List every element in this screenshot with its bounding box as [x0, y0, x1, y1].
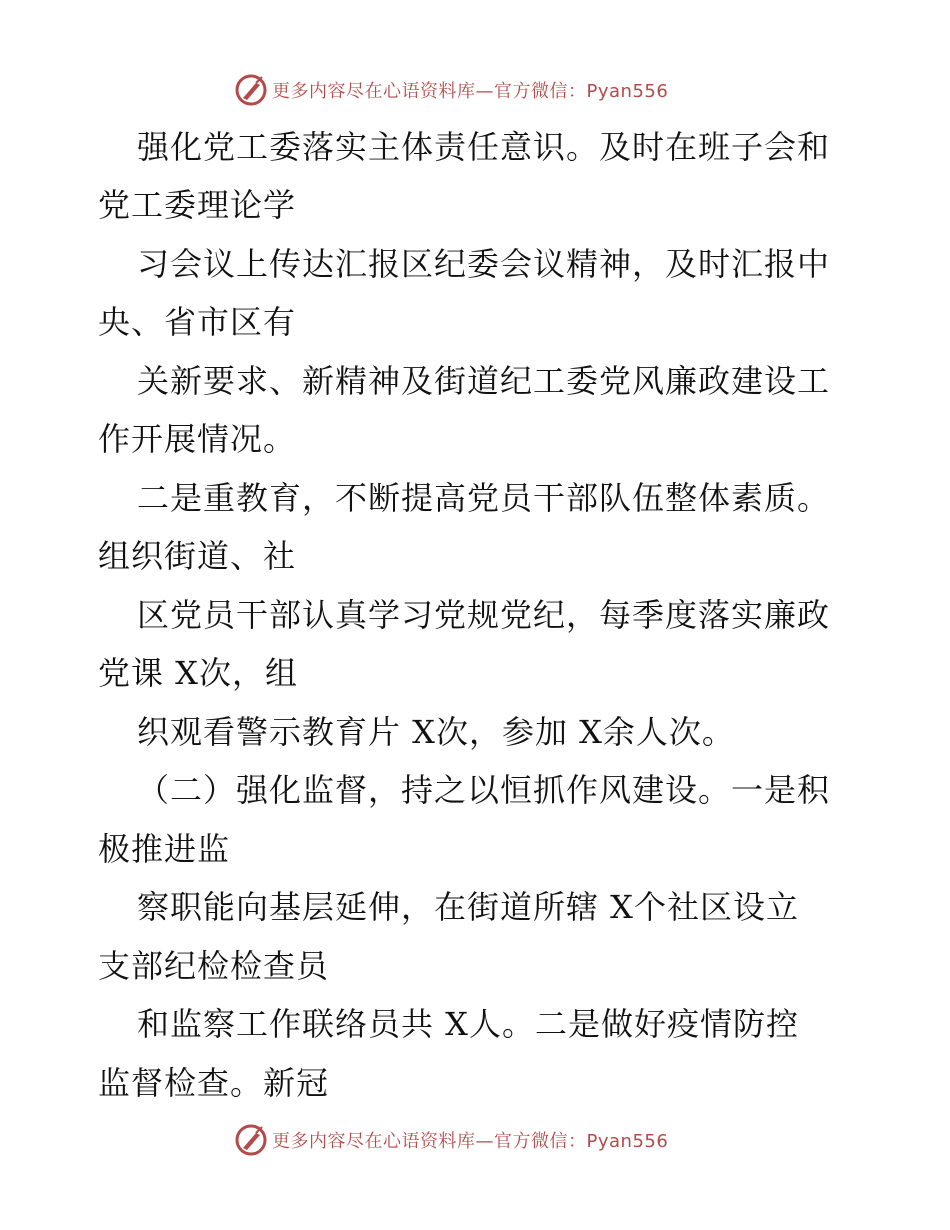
body-line: 习会议上传达汇报区纪委会议精神，及时汇报中: [137, 245, 831, 283]
body-line: （二）强化监督，持之以恒抓作风建设。一是积: [137, 771, 831, 809]
body-line: 关新要求、新精神及街道纪工委党风廉政建设工: [137, 362, 831, 400]
body-line: 和监察工作联络员共 X人。二是做好疫情防控: [137, 1005, 799, 1043]
body-line: 监督检查。新冠: [98, 1064, 330, 1102]
body-line: 作开展情况。: [98, 420, 297, 458]
body-line: 组织街道、社: [98, 537, 297, 575]
watermark-text: 更多内容尽在心语资料库—官方微信：Pyan556: [272, 1131, 669, 1152]
body-line: 区党员干部认真学习党规党纪，每季度落实廉政: [137, 596, 831, 634]
body-line: 党课 X次，组: [98, 654, 298, 692]
footer-watermark: [234, 1122, 668, 1158]
watermark-text: 更多内容尽在心语资料库—官方微信：Pyan556: [272, 81, 669, 102]
body-line: 强化党工委落实主体责任意识。及时在班子会和: [137, 128, 831, 166]
body-line: 党工委理论学: [98, 186, 297, 224]
body-line: 极推进监: [98, 830, 231, 868]
body-line: 织观看警示教育片 X次，参加 X余人次。: [137, 713, 735, 751]
body-line: 二是重教育，不断提高党员干部队伍整体素质。: [137, 479, 831, 517]
body-line: 支部纪检检查员: [98, 947, 330, 985]
body-line: 察职能向基层延伸，在街道所辖 X个社区设立: [137, 888, 799, 926]
quill-logo-icon: [234, 1123, 268, 1157]
body-line: 央、省市区有: [98, 303, 297, 341]
